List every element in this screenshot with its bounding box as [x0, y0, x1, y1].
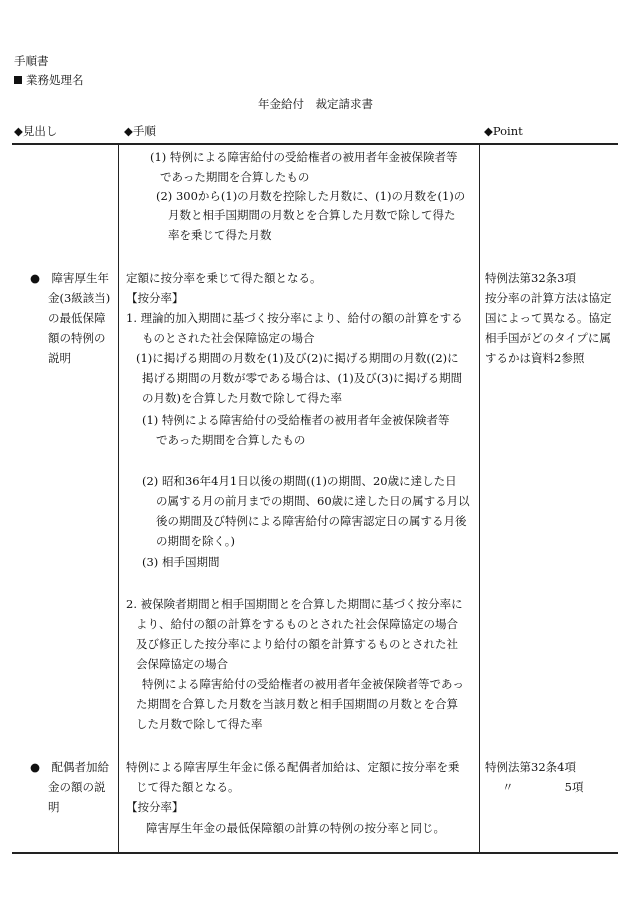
- point-line: 〃 5項: [502, 780, 584, 794]
- procedure-line: であった期間を合算したもの: [160, 170, 310, 184]
- section-heading-line: の最低保障: [48, 311, 106, 325]
- procedure-line: 月数と相手国期間の月数とを合算した月数で除して得た: [168, 208, 456, 222]
- procedure-line: ものとされた社会保障協定の場合: [142, 331, 315, 345]
- point-line: 国によって異なる。協定: [485, 311, 612, 325]
- procedure-line: 率を乗じて得た月数: [168, 228, 272, 242]
- section-heading-line: 明: [48, 800, 60, 814]
- procedure-line: (1) 特例による障害給付の受給権者の被用者年金被保険者等: [150, 150, 458, 164]
- procedure-line: であった期間を合算したもの: [156, 433, 306, 447]
- procedure-line: 定額に按分率を乗じて得た額となる。: [126, 271, 322, 285]
- procedure-line: (1) 特例による障害給付の受給権者の被用者年金被保険者等: [142, 413, 450, 427]
- procedure-line: 1. 理論的加入期間に基づく按分率により、給付の額の計算をする: [126, 311, 463, 325]
- procedure-line: 【按分率】: [126, 291, 184, 305]
- procedure-line: した月数で除して得た率: [136, 717, 263, 731]
- procedure-line: 掲げる期間の月数が零である場合は、(1)及び(3)に掲げる期間: [142, 371, 463, 385]
- section-heading-line: ● 配偶者加給: [30, 760, 110, 774]
- procedure-line: た期間を合算した月数を当該月数と相手国期間の月数とを合算: [136, 697, 458, 711]
- procedure-line: (3) 相手国期間: [142, 555, 220, 569]
- section-heading-line: 説明: [48, 351, 71, 365]
- point-line: 特例法第32条3項: [485, 271, 576, 285]
- point-line: 按分率の計算方法は協定: [485, 291, 612, 305]
- section-heading-line: 金(3級該当): [48, 291, 111, 305]
- point-line: するかは資料2参照: [485, 351, 585, 365]
- business-name-text: 業務処理名: [26, 73, 84, 87]
- procedure-line: (1)に掲げる期間の月数を(1)及び(2)に掲げる期間の月数((2)に: [136, 351, 459, 365]
- procedure-line: (2) 300から(1)の月数を控除した月数に、(1)の月数を(1)の: [156, 189, 466, 203]
- document-label: 手順書: [14, 54, 49, 68]
- procedure-line: 及び修正した按分率により給付の額を計算するものとされた社: [136, 637, 458, 651]
- column-procedure-header: ◆手順: [124, 124, 156, 138]
- point-line: 相手国がどのタイプに属: [485, 331, 611, 345]
- business-name-label: [14, 73, 84, 87]
- table-top-rule: [12, 143, 618, 145]
- table-bottom-rule: [12, 852, 618, 854]
- procedure-line: じて得た額となる。: [136, 780, 240, 794]
- procedure-line: の属する月の前月までの期間、60歳に達した日の属する月以: [156, 494, 470, 508]
- column-divider-left: [118, 145, 119, 853]
- point-line: 特例法第32条4項: [485, 760, 576, 774]
- column-point-header: ◆Point: [484, 124, 523, 138]
- section-heading-line: 金の額の説: [48, 780, 106, 794]
- section-heading-line: 額の特例の: [48, 331, 106, 345]
- procedure-line: 2. 被保険者期間と相手国期間とを合算した期間に基づく按分率に: [126, 597, 463, 611]
- procedure-line: より、給付の額の計算をするものとされた社会保障協定の場合: [136, 617, 458, 631]
- procedure-line: 会保障協定の場合: [136, 657, 228, 671]
- column-heading-header: ◆見出し: [14, 124, 58, 138]
- procedure-line: 【按分率】: [126, 800, 184, 814]
- procedure-line: 障害厚生年金の最低保障額の計算の特例の按分率と同じ。: [146, 821, 445, 835]
- square-bullet-icon: [14, 76, 22, 84]
- procedure-line: (2) 昭和36年4月1日以後の期間((1)の期間、20歳に達した日: [142, 474, 457, 488]
- procedure-line: の月数)を合算した月数で除して得た率: [142, 391, 342, 405]
- procedure-line: 後の期間及び特例による障害給付の障害認定日の属する月後: [156, 514, 467, 528]
- document-title: 年金給付 裁定請求書: [258, 97, 373, 111]
- procedure-line: 特例による障害厚生年金に係る配偶者加給は、定額に按分率を乗: [126, 760, 460, 774]
- procedure-line: 特例による障害給付の受給権者の被用者年金被保険者等であっ: [142, 677, 464, 691]
- column-divider-right: [479, 145, 480, 853]
- section-heading-line: ● 障害厚生年: [30, 271, 110, 285]
- procedure-line: の期間を除く。): [156, 534, 236, 548]
